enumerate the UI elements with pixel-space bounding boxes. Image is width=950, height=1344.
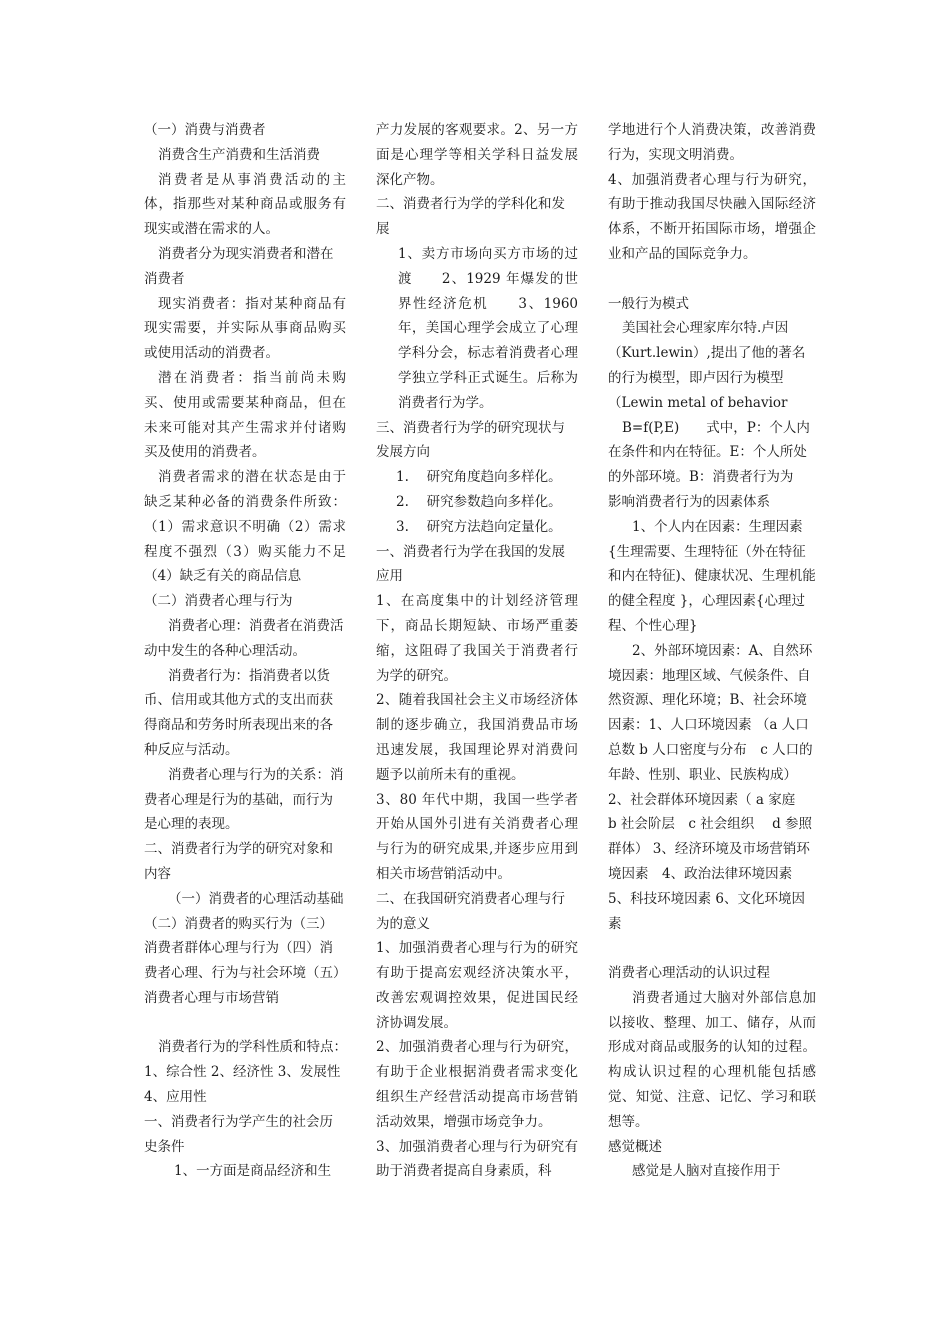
paragraph: 1、一方面是商品经济和生	[174, 1163, 332, 1180]
heading-psychology-behavior: （二）消费者心理与行为	[144, 593, 293, 610]
paragraph: 1、卖方市场向买方市场的过渡 2、1929 年爆发的世界性经济危机 3、1960 年，美国心理学会成立了心理学科分会，标志着消费者心理学独立学科正式诞生。后称为消费者行为学。	[398, 245, 578, 411]
paragraph: 消费者行为：指消费者以货币、信用或其他方式的支出而获得商品和劳务时所表现出来的各种反应与活动。	[144, 667, 333, 758]
list-item: 2. 研究参数趋向多样化。	[396, 493, 562, 510]
paragraph: 3、加强消费者心理与行为研究有助于消费者提高自身素质，科	[376, 1138, 578, 1180]
heading-significance: 二、在我国研究消费者心理与行为的意义	[376, 890, 565, 932]
paragraph: 1、个人内在因素：生理因素{生理需要、生理特征（外在特征和内在特征)、健康状况、生理机能的健全程度 }，心理因素{心理过程、个性心理}	[608, 518, 816, 634]
paragraph: 1、加强消费者心理与行为的研究有助于提高宏观经济决策水平，改善宏观调控效果，促进国民经济协调发展。	[376, 940, 578, 1031]
paragraph: 2、随着我国社会主义市场经济体制的逐步确立，我国消费品市场迅速发展，我国理论界对消费问题予以前所未有的重视。	[376, 692, 578, 783]
spacer	[608, 936, 816, 961]
spacer	[608, 267, 816, 292]
paragraph: 现实消费者：指对某种商品有现实需要，并实际从事商品购买或使用活动的消费者。	[144, 295, 346, 362]
list-item: 1. 研究角度趋向多样化。	[396, 469, 562, 486]
column-1	[144, 118, 354, 1184]
paragraph: 消费者行为的学科性质和特点： 1、综合性 2、经济性 3、发展性 4、应用性	[144, 1039, 354, 1106]
heading-research-object: 二、消费者行为学的研究对象和内容	[144, 841, 333, 882]
heading-discipline: 二、消费者行为学的学科化和发展	[376, 196, 565, 238]
paragraph: 感觉是人脑对直接作用于	[632, 1163, 781, 1180]
column-3	[608, 118, 824, 1184]
paragraph: 消费者通过大脑对外部信息加以接收、整理、加工、储存，从而形成对商品或服务的认知的过程。构成认识过程的心理机能包括感觉、知觉、注意、记忆、学习和联想等。	[608, 989, 816, 1130]
heading-status: 三、消费者行为学的研究现状与发展方向	[376, 419, 565, 461]
heading-factor-system: 影响消费者行为的因素体系	[608, 493, 770, 510]
paragraph: 2、加强消费者心理与行为研究，有助于企业根据消费者需求变化组织生产经营活动提高市场营销活动效果，增强市场竞争力。	[376, 1039, 578, 1130]
formula-paragraph: B=f(P,E) 式中，P：个人内在条件和内在特征。E：个人所处的外部环境。B：消费者行为为	[608, 419, 810, 486]
heading-sensation: 感觉概述	[608, 1138, 662, 1155]
heading-history: 一、消费者行为学产生的社会历史条件	[144, 1113, 333, 1155]
column-2	[376, 118, 578, 1184]
paragraph: 消费者心理与行为的关系：消费者心理是行为的基础，而行为是心理的表现。	[144, 766, 344, 833]
heading-behavior-model: 一般行为模式	[608, 295, 689, 312]
heading-cognitive-process: 消费者心理活动的认识过程	[608, 965, 770, 982]
paragraph: 美国社会心理家库尔特.卢因（Kurt.lewin）,提出了他的著名的行为模型，即卢因行为模型（Lewin metal of behavior	[608, 320, 806, 411]
paragraph: （一）消费者的心理活动基础（二）消费者的购买行为（三）消费者群体心理与行为（四）消费者心理、行为与社会环境（五）消费者心理与市场营销	[144, 890, 344, 1006]
paragraph: 消费含生产消费和生活消费	[158, 146, 320, 163]
paragraph: 学地进行个人消费决策，改善消费行为，实现文明消费。	[608, 122, 816, 163]
heading-china-development: 一、消费者行为学在我国的发展应用	[376, 543, 565, 585]
paragraph: 3、80 年代中期，我国一些学者开始从国外引进有关消费者心理与行为的研究成果,并逐步应用到相关市场营销活动中。	[376, 791, 578, 882]
paragraph: 消费者需求的潜在状态是由于缺乏某种必备的消费条件所致：（1）需求意识不明确（2）需求程度不强烈（3）购买能力不足（4）缺乏有关的商品信息	[144, 469, 346, 585]
paragraph: 消费者心理：消费者在消费活动中发生的各种心理活动。	[144, 617, 344, 659]
paragraph: 1、在高度集中的计划经济管理下，商品长期短缺、市场严重萎缩，这阻碍了我国关于消费者行为学的研究。	[376, 593, 578, 684]
paragraph: 消费者是从事消费活动的主体，指那些对某种商品或服务有现实或潜在需求的人。	[144, 171, 346, 238]
paragraph: 产力发展的客观要求。2、另一方面是心理学等相关学科日益发展深化产物。	[376, 122, 578, 188]
paragraph: 潜在消费者：指当前尚未购买、使用或需要某种商品，但在未来可能对其产生需求并付诸购买及使用的消费者。	[144, 369, 346, 461]
list-item: 3. 研究方法趋向定量化。	[396, 518, 562, 535]
paragraph: 2、外部环境因素：A、自然环境因素：地理区域、气候条件、自然资源、理化环境；B、社会环境因素：1、人口环境因素 （a 人口总数 b 人口密度与分布 c 人口的年龄、性别、职业、民族构成） 2、社会群体环境因素（ a 家庭 b 社会阶层 c 社会组织 d 参照群体） 3、经济环境及市场营销环境因素 4、政治法律环境因素 5、科技环境因素 6、文化环境因素	[608, 642, 824, 932]
heading-consumption: （一）消费与消费者	[144, 122, 266, 138]
paragraph: 4、加强消费者心理与行为研究，有助于推动我国尽快融入国际经济体系，不断开拓国际市场，增强企业和产品的国际竞争力。	[608, 171, 816, 262]
paragraph: 消费者分为现实消费者和潜在消费者	[144, 245, 334, 287]
spacer	[144, 1011, 346, 1036]
